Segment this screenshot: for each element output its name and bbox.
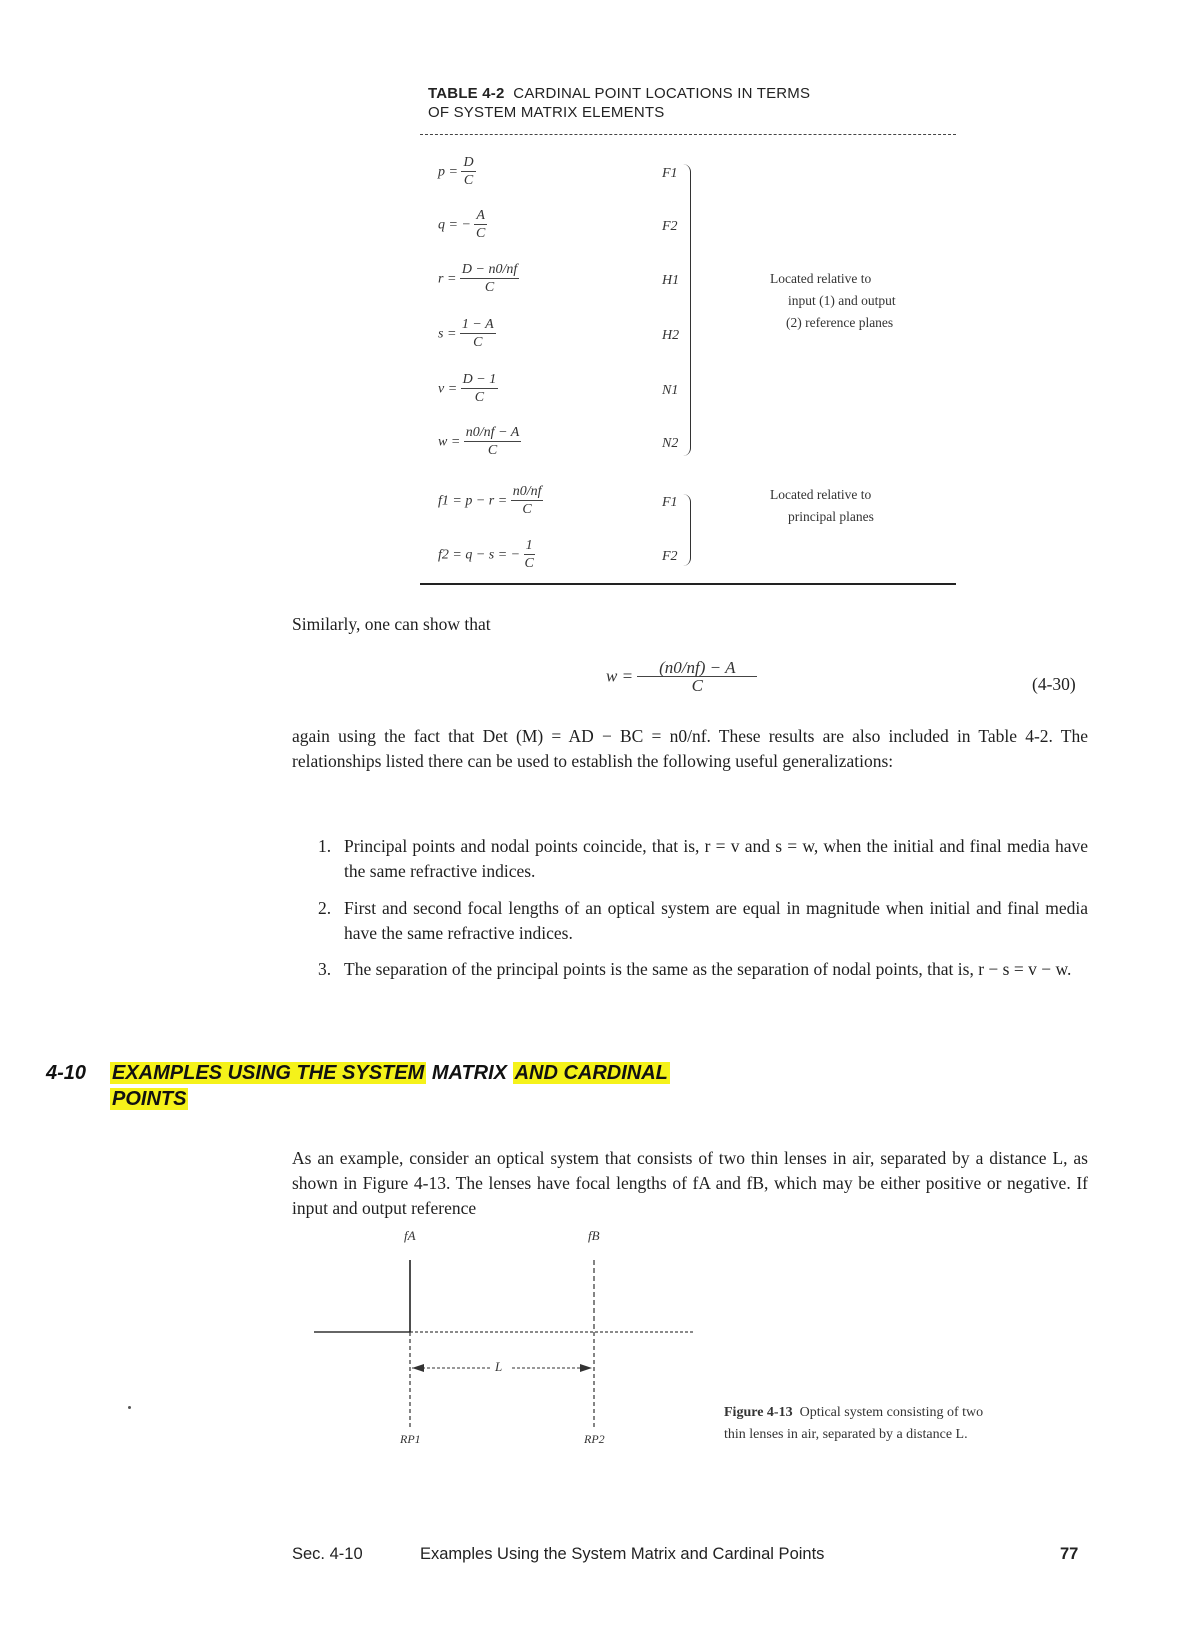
figure-caption-label: Figure 4-13	[724, 1405, 793, 1420]
section-number: 4-10	[46, 1062, 87, 1084]
list-item: 3. The separation of the principal points is the same as the separation of nodal points, that is, r − s = v − w.	[318, 959, 1072, 979]
right-brace	[682, 164, 691, 456]
point-label: F1	[662, 495, 678, 510]
figure-caption: Figure 4-13 Optical system consisting of two thin lenses in air, separated by a distance L.	[724, 1405, 984, 1442]
table-row-p: p = $\frac{D}{C}$	[438, 155, 474, 188]
label-rp2: RP2	[584, 1432, 605, 1446]
list-item: 1. Principal points and nodal points coincide, that is, r = v and s = w, when the initial and final media have the same refractive indices.	[318, 836, 1088, 881]
table-row-q: q = − $\frac{A}{C}$	[438, 208, 486, 241]
table-row-w: w = $\frac{n0/nf - A}{C}$	[438, 425, 520, 458]
equation-4-30: w = $\frac{(n0/nf) - A}{C}$	[606, 660, 757, 695]
table-row-v: v = $\frac{D - 1}{C}$	[438, 372, 497, 405]
arrowhead-left	[412, 1364, 424, 1372]
label-distance-L: L	[495, 1359, 503, 1374]
footer-section: Sec. 4-10	[292, 1545, 363, 1563]
table-bottom-rule	[420, 583, 956, 585]
right-brace	[682, 494, 691, 566]
paragraph-det: again using the fact that Det (M) = AD − BC = n0/nf. These results are also included in Table 4-2. The relationships listed there can be used to establish the following useful generalizations:	[292, 726, 1088, 771]
text-similarly: Similarly, one can show that	[292, 614, 491, 634]
arrowhead-right	[580, 1364, 592, 1372]
list-item: 2. First and second focal lengths of an optical system are equal in magnitude when initial and final media have the same refractive indices.	[318, 898, 1088, 943]
point-label: H1	[662, 273, 680, 288]
table-row-f2: f2 = q − s = − $\frac{1}{C}$	[438, 538, 534, 571]
point-label: F2	[662, 549, 678, 564]
table-caption-line2: OF SYSTEM MATRIX ELEMENTS	[428, 104, 665, 121]
label-rp1: RP1	[400, 1432, 421, 1446]
point-label: H2	[662, 328, 680, 343]
label-fa: fA	[404, 1228, 416, 1243]
table-row-f1: f1 = p − r = $\frac{n0/nf}{C}$	[438, 484, 542, 517]
table-caption	[428, 84, 810, 122]
paragraph-example: As an example, consider an optical system that consists of two thin lenses in air, separated by a distance L, as shown in Figure 4-13. The lenses have focal lengths of fA and fB, which may be either positive or negative. If input and output reference	[292, 1148, 1088, 1218]
footer-title: Examples Using the System Matrix and Cardinal Points	[420, 1545, 825, 1563]
table-top-rule	[420, 134, 956, 135]
table-row-s: s = $\frac{1 - A}{C}$	[438, 317, 494, 350]
section-heading: EXAMPLES USING THE SYSTEM MATRIX AND CARDINAL POINTS	[112, 1062, 668, 1110]
point-label: N2	[662, 436, 679, 451]
table-note-principal-planes: Located relative to principal planes	[770, 487, 874, 524]
table-note-reference-planes: Located relative to input (1) and output (2) reference planes	[770, 271, 896, 330]
point-label: F2	[662, 219, 678, 234]
point-label: N1	[662, 383, 679, 398]
table-label: TABLE 4-2	[428, 85, 505, 102]
equation-number: (4-30)	[1032, 674, 1076, 694]
point-label: F1	[662, 166, 678, 181]
label-fb: fB	[588, 1228, 600, 1243]
table-row-r: r = $\frac{D - n0/nf}{C}$	[438, 262, 518, 295]
table-caption-line1: CARDINAL POINT LOCATIONS IN TERMS	[513, 85, 811, 102]
figure-two-lenses	[300, 1230, 720, 1460]
print-speck	[128, 1406, 131, 1409]
page-number: 77	[1060, 1545, 1079, 1563]
